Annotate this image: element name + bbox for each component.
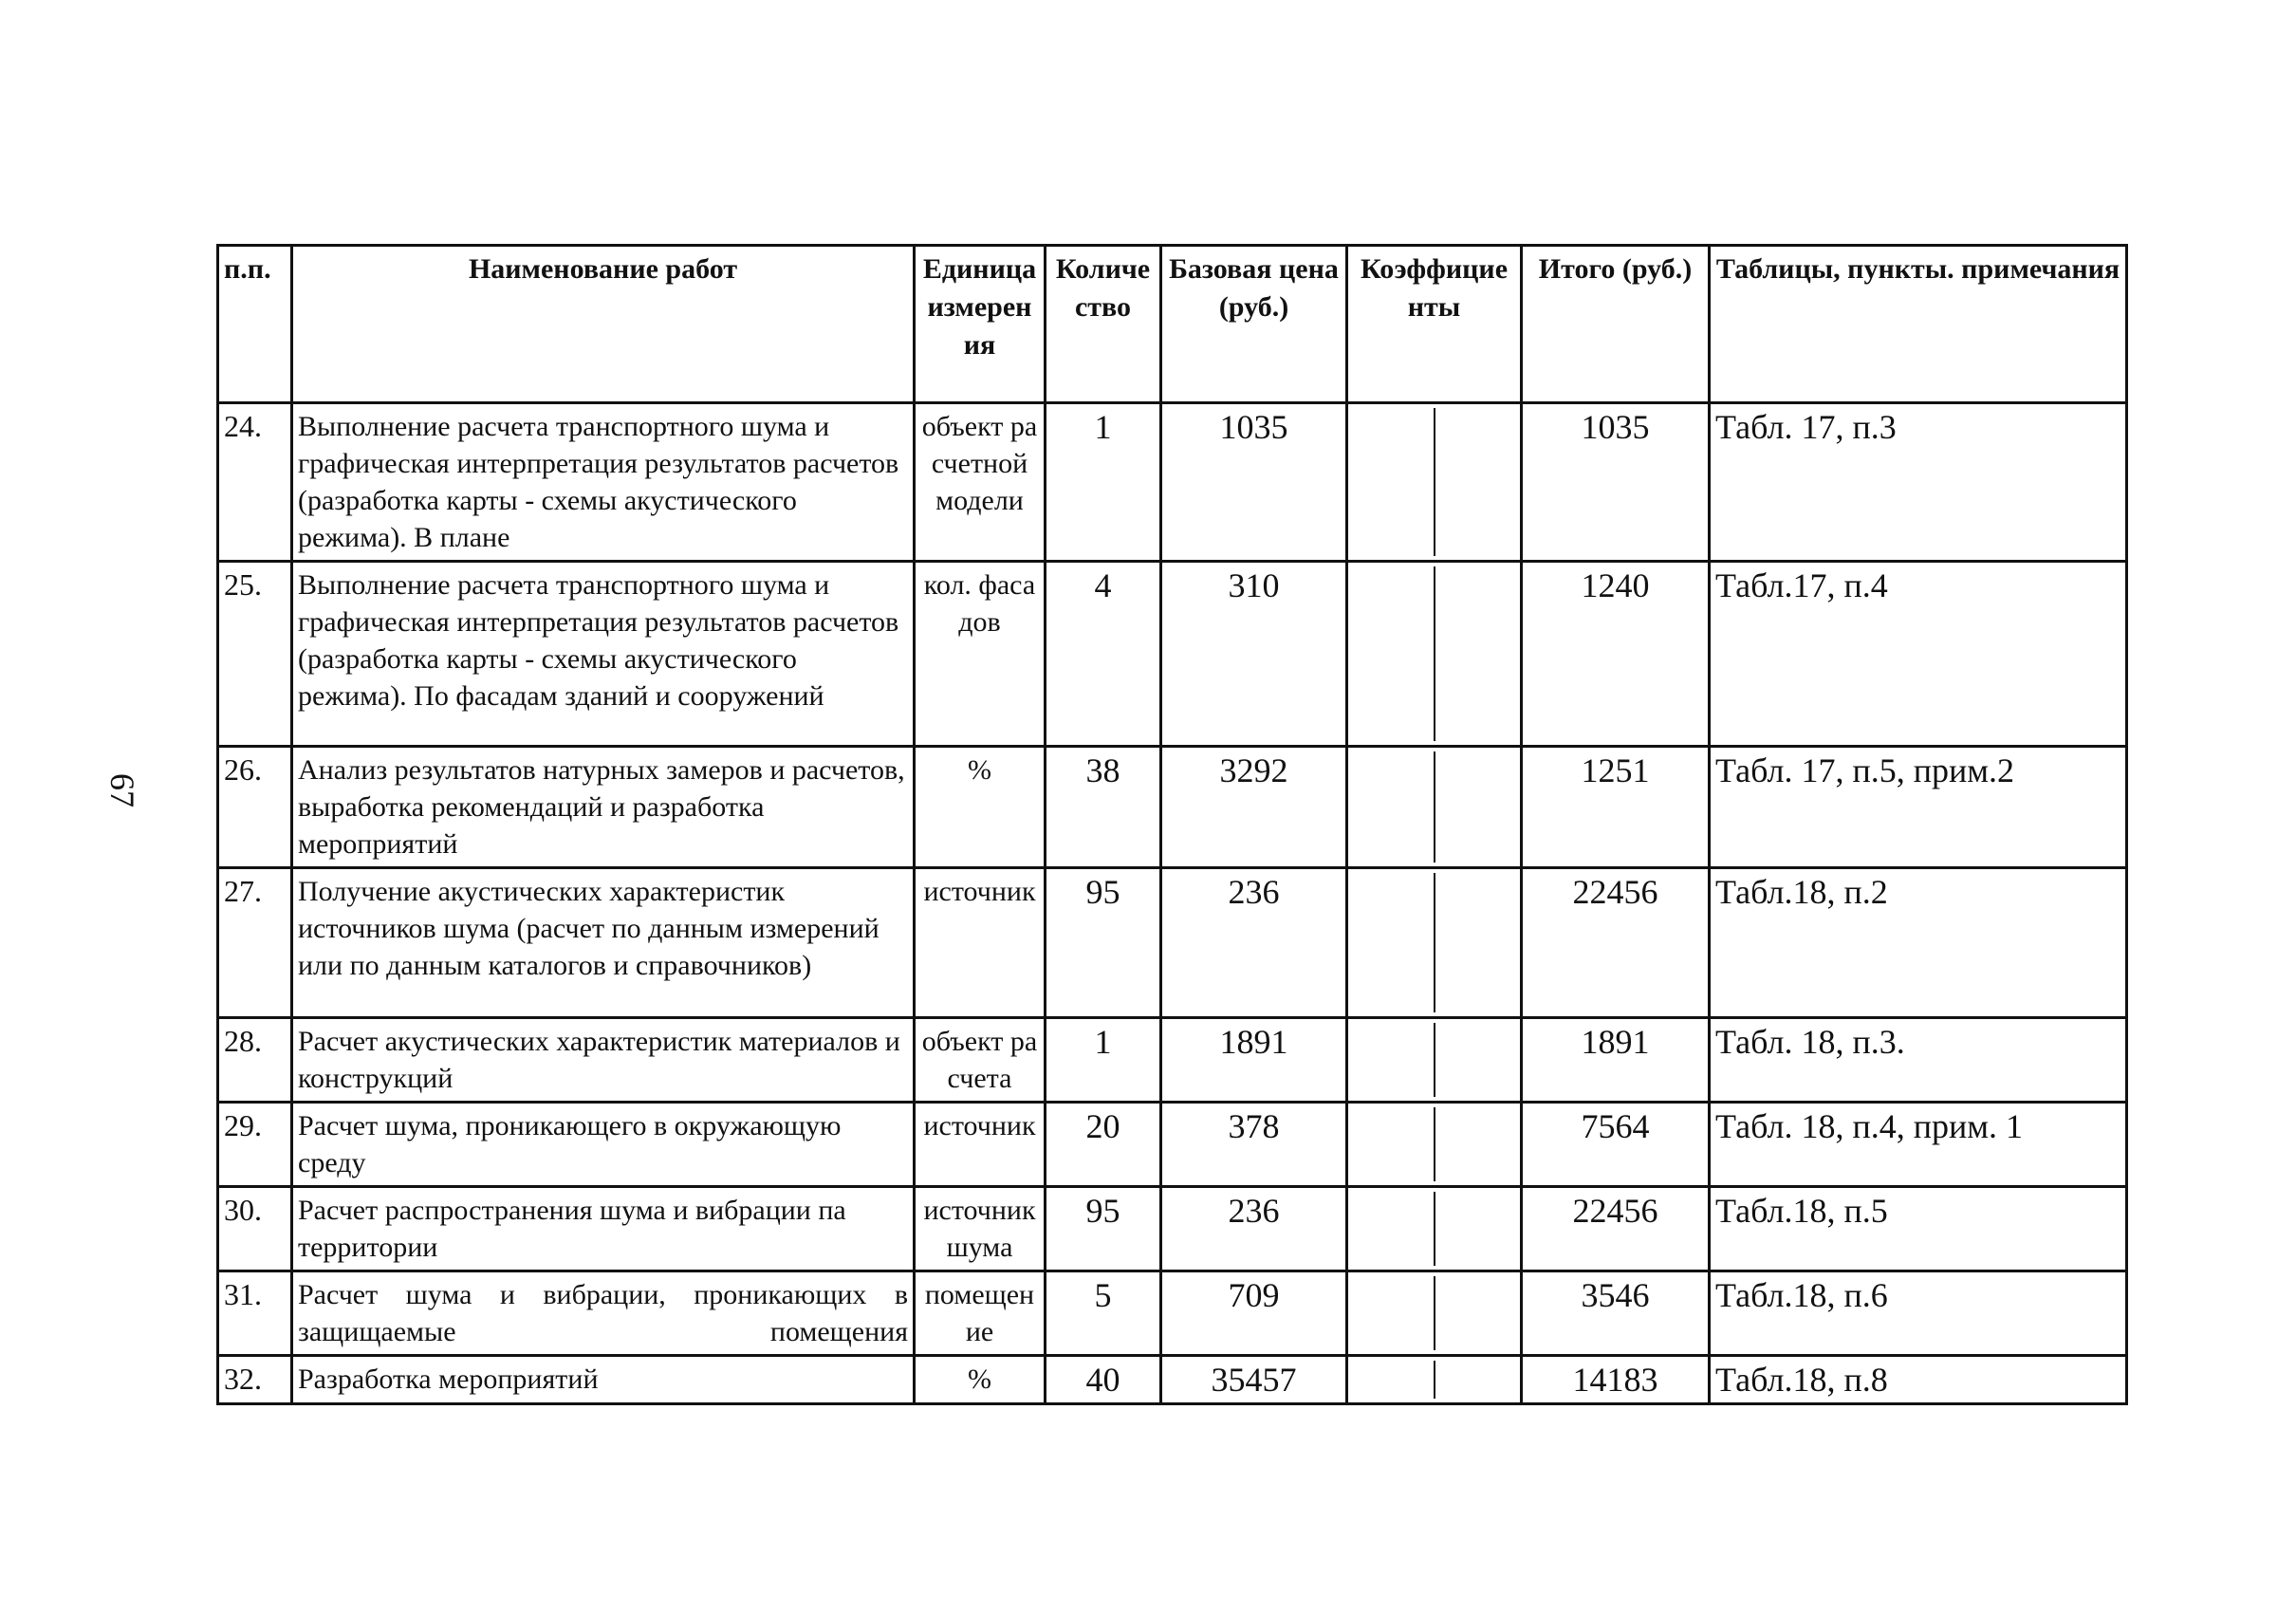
unit: источник	[915, 868, 1046, 1018]
unit: кол. фасадов	[915, 562, 1046, 747]
table-row	[218, 747, 2127, 868]
quantity: 95	[1046, 1187, 1161, 1271]
col-header-qty: Количество	[1046, 246, 1161, 403]
coefficients	[1347, 868, 1522, 1018]
row-number: 30.	[218, 1187, 292, 1271]
row-number: 31.	[218, 1271, 292, 1356]
total: 1251	[1522, 747, 1710, 868]
table-row	[218, 1187, 2127, 1271]
base-price: 236	[1161, 1187, 1347, 1271]
row-number: 24.	[218, 403, 292, 562]
base-price: 35457	[1161, 1356, 1347, 1404]
work-name: Расчет акустических характеристик материалов и конструкций	[292, 1018, 915, 1103]
work-name: Получение акустических характеристик источников шума (расчет по данным измерений или по данным каталогов и справочников)	[292, 868, 915, 1018]
base-price: 709	[1161, 1271, 1347, 1356]
quantity: 20	[1046, 1103, 1161, 1187]
total: 1240	[1522, 562, 1710, 747]
header-row	[218, 246, 2127, 403]
coefficients	[1347, 1271, 1522, 1356]
unit: %	[915, 747, 1046, 868]
table-row	[218, 1018, 2127, 1103]
coefficients	[1347, 1356, 1522, 1404]
col-header-total: Итого (руб.)	[1522, 246, 1710, 403]
quantity: 5	[1046, 1271, 1161, 1356]
work-name: Выполнение расчета транспортного шума и графическая интерпретация результатов расчетов (разработка карты - схемы акустического режима). По фасадам зданий и сооружений	[292, 562, 915, 747]
coefficients	[1347, 403, 1522, 562]
base-price: 1035	[1161, 403, 1347, 562]
unit: %	[915, 1356, 1046, 1404]
col-header-no: п.п.	[218, 246, 292, 403]
reference: Табл. 18, п.3.	[1710, 1018, 2127, 1103]
base-price: 1891	[1161, 1018, 1347, 1103]
work-name: Расчет распространения шума и вибрации па территории	[292, 1187, 915, 1271]
base-price: 236	[1161, 868, 1347, 1018]
col-header-ref: Таблицы, пункты. примечания	[1710, 246, 2127, 403]
page-number: 67	[103, 773, 141, 807]
quantity: 40	[1046, 1356, 1161, 1404]
total: 1035	[1522, 403, 1710, 562]
unit: источник шума	[915, 1187, 1046, 1271]
quantity: 95	[1046, 868, 1161, 1018]
quantity: 4	[1046, 562, 1161, 747]
reference: Табл.17, п.4	[1710, 562, 2127, 747]
unit: источник	[915, 1103, 1046, 1187]
row-number: 25.	[218, 562, 292, 747]
base-price: 378	[1161, 1103, 1347, 1187]
table-row	[218, 1271, 2127, 1356]
table-row	[218, 403, 2127, 562]
table-row	[218, 868, 2127, 1018]
unit: объект расчетной модели	[915, 403, 1046, 562]
reference: Табл.18, п.2	[1710, 868, 2127, 1018]
reference: Табл. 17, п.5, прим.2	[1710, 747, 2127, 868]
row-number: 28.	[218, 1018, 292, 1103]
table-row	[218, 562, 2127, 747]
coefficients	[1347, 1103, 1522, 1187]
work-name: Выполнение расчета транспортного шума и графическая интерпретация результатов расчетов (разработка карты - схемы акустического режима). В плане	[292, 403, 915, 562]
work-name: Расчет шума и вибрации, проникающих в защищаемые помещения	[292, 1271, 915, 1356]
coefficients	[1347, 562, 1522, 747]
reference: Табл.18, п.8	[1710, 1356, 2127, 1404]
reference: Табл.18, п.6	[1710, 1271, 2127, 1356]
work-name: Анализ результатов натурных замеров и расчетов, выработка рекомендаций и разработка мероприятий	[292, 747, 915, 868]
total: 3546	[1522, 1271, 1710, 1356]
base-price: 310	[1161, 562, 1347, 747]
total: 22456	[1522, 868, 1710, 1018]
coefficients	[1347, 1018, 1522, 1103]
reference: Табл.18, п.5	[1710, 1187, 2127, 1271]
col-header-unit: Единица измерения	[915, 246, 1046, 403]
quantity: 1	[1046, 403, 1161, 562]
row-number: 29.	[218, 1103, 292, 1187]
work-name: Расчет шума, проникающего в окружающую среду	[292, 1103, 915, 1187]
coefficients	[1347, 1187, 1522, 1271]
row-number: 32.	[218, 1356, 292, 1404]
total: 14183	[1522, 1356, 1710, 1404]
unit: помещение	[915, 1271, 1046, 1356]
coefficients	[1347, 747, 1522, 868]
reference: Табл. 17, п.3	[1710, 403, 2127, 562]
quantity: 38	[1046, 747, 1161, 868]
total: 7564	[1522, 1103, 1710, 1187]
works-table	[216, 244, 2128, 1405]
base-price: 3292	[1161, 747, 1347, 868]
quantity: 1	[1046, 1018, 1161, 1103]
total: 1891	[1522, 1018, 1710, 1103]
col-header-name: Наименование работ	[292, 246, 915, 403]
col-header-coef: Коэффициенты	[1347, 246, 1522, 403]
row-number: 27.	[218, 868, 292, 1018]
reference: Табл. 18, п.4, прим. 1	[1710, 1103, 2127, 1187]
work-name: Разработка мероприятий	[292, 1356, 915, 1404]
table-row	[218, 1103, 2127, 1187]
unit: объект расчета	[915, 1018, 1046, 1103]
total: 22456	[1522, 1187, 1710, 1271]
col-header-base-price: Базовая цена (руб.)	[1161, 246, 1347, 403]
row-number: 26.	[218, 747, 292, 868]
table-row	[218, 1356, 2127, 1404]
